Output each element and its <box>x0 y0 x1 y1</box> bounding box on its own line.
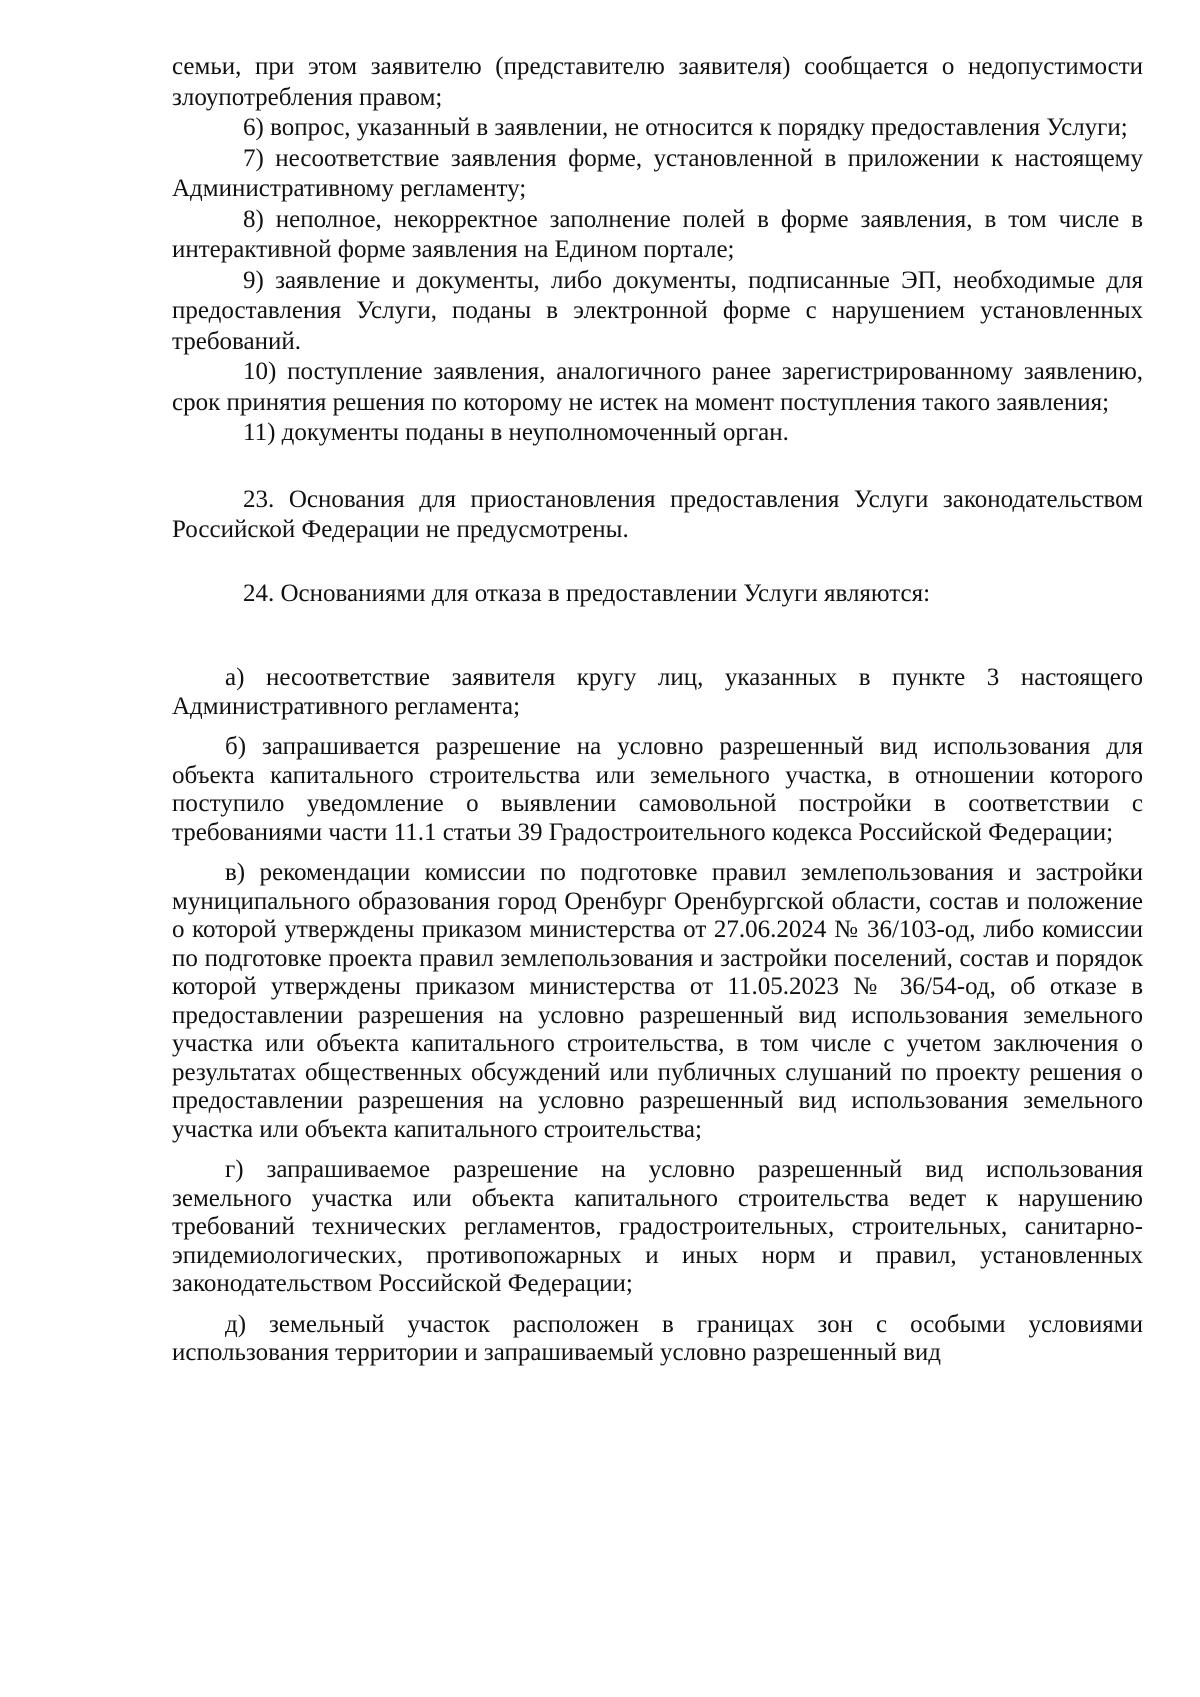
paragraph-item-7: 7) несоответствие заявления форме, установленной в приложении к настоящему Административному регламенту; <box>172 144 1143 202</box>
paragraph-item-10: 10) поступление заявления, аналогичного ранее зарегистрированному заявлению, срок принятия решения по которому не истек на момент поступления такого заявления; <box>172 358 1143 416</box>
paragraph-item-9: 9) заявление и документы, либо документы, подписанные ЭП, необходимые для предоставления Услуги, поданы в электронной форме с нарушением установленных требований. <box>172 266 1143 355</box>
paragraph-item-6: 6) вопрос, указанный в заявлении, не относится к порядку предоставления Услуги; <box>243 114 1128 141</box>
paragraph-item-g: г) запрашиваемое разрешение на условно разрешенный вид использования земельного участка или объекта капитального строительства ведет к нарушению требований технических регламентов, градостроительных, строительных, санитарно-эпидемиологических, противопожарных и иных норм и правил, установленных законодательством Российской Федерации; <box>172 1156 1143 1297</box>
paragraph-section-24: 24. Основаниями для отказа в предоставлении Услуги являются: <box>243 579 931 607</box>
paragraph-item-8: 8) неполное, некорректное заполнение полей в форме заявления, в том числе в интерактивной форме заявления на Едином портале; <box>172 205 1143 263</box>
paragraph-item-b: б) запрашивается разрешение на условно разрешенный вид использования для объекта капитального строительства или земельного участка, в отношении которого поступило уведомление о выявлении самовольной постройки в соответствии с требованиями части 11.1 статьи 39 Градостроительного кодекса Российской Федерации; <box>172 733 1143 846</box>
document-body <box>172 52 1143 1368</box>
paragraph-item-v: в) рекомендации комиссии по подготовке правил землепользования и застройки муниципального образования город Оренбург Оренбургской области, состав и положение о которой утверждены приказом министерства от 27.06.2024 № 36/103-од, либо комиссии по подготовке проекта правил землепользования и застройки поселений, состав и порядок которой утверждены приказом министерства от 11.05.2023 № 36/54-од, об отказе в предоставлении разрешения на условно разрешенный вид использования земельного участка или объекта капитального строительства, в том числе с учетом заключения о результатах общественных обсуждений или публичных слушаний по проекту решения о предоставлении разрешения на условно разрешенный вид использования земельного участка или объекта капитального строительства; <box>172 859 1143 1143</box>
paragraph-continuation: семьи, при этом заявителю (представителю заявителя) сообщается о недопустимости злоупотребления правом; <box>172 53 1143 111</box>
paragraph-item-d: д) земельный участок расположен в границах зон с особыми условиями использования территории и запрашиваемый условно разрешенный вид <box>172 1310 1143 1366</box>
paragraph-section-23: 23. Основания для приостановления предоставления Услуги законодательством Российской Федерации не предусмотрены. <box>172 485 1143 543</box>
paragraph-item-a: а) несоответствие заявителя кругу лиц, указанных в пункте 3 настоящего Административного регламента; <box>172 664 1143 720</box>
paragraph-item-11: 11) документы поданы в неуполномоченный орган. <box>243 419 789 446</box>
